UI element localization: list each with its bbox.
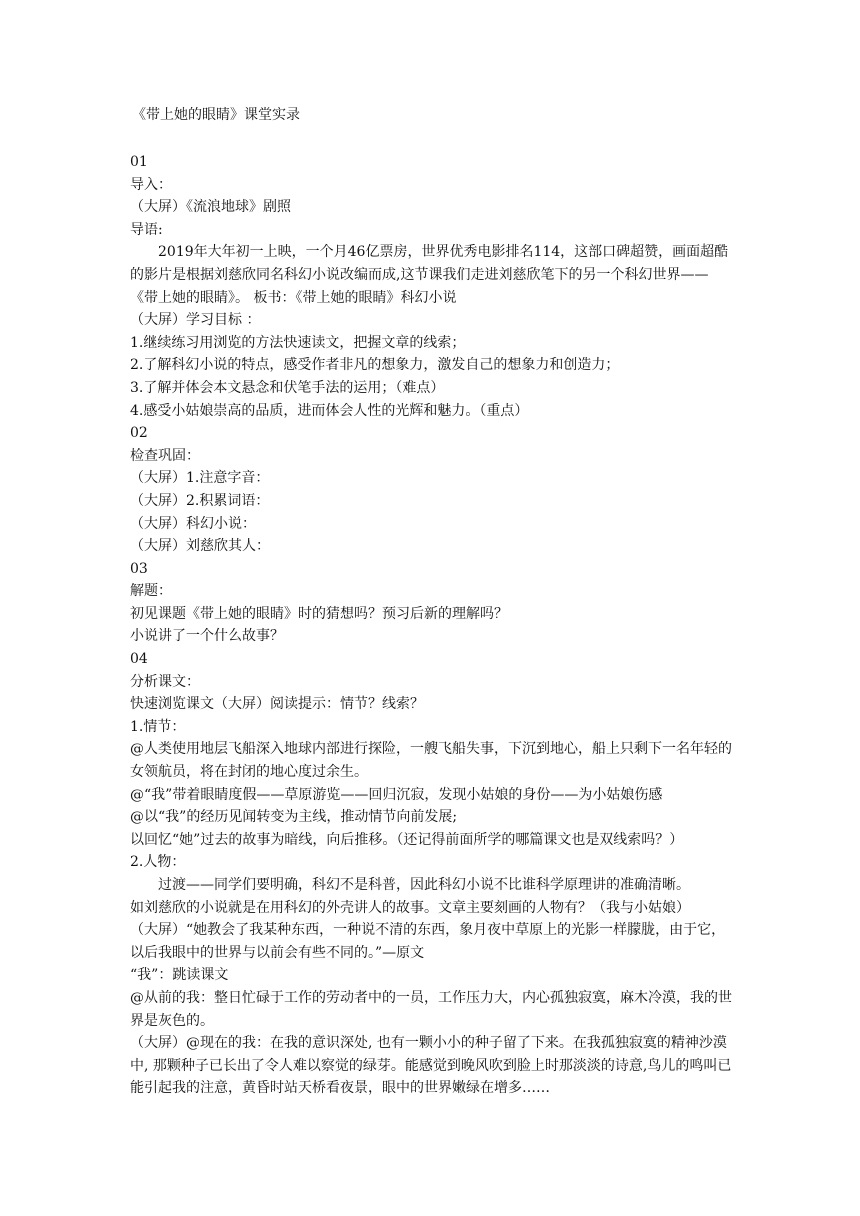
text-line: 导入： xyxy=(130,176,172,193)
text-line: 4.感受小姑娘崇高的品质，进而体会人性的光辉和魅力。（重点） xyxy=(130,402,529,419)
text-line: 1.继续练习用浏览的方法快速读文，把握文章的线索； xyxy=(130,334,466,351)
text-line: 01 xyxy=(130,154,148,170)
text-line: 快速浏览课文（大屏）阅读提示：情节？线索？ xyxy=(130,696,424,713)
text-line: （大屏）学习目标 ： xyxy=(130,312,261,329)
text-line: 04 xyxy=(130,651,148,668)
text-line: 3.了解并体会本文悬念和伏笔手法的运用；（难点） xyxy=(130,379,445,396)
text-line: 小说讲了一个什么故事？ xyxy=(130,628,284,645)
text-line: 03 xyxy=(130,560,148,577)
document-title: 《带上她的眼睛》课堂实录 xyxy=(132,107,300,123)
text-line: 1.情节： xyxy=(130,718,186,735)
text-line: 以回忆“她”过去的故事为暗线，向后推移。（还记得前面所学的哪篇课文也是双线索吗？） xyxy=(130,831,684,848)
text-line: （大屏）@现在的我：在我的意识深处, 也有一颗小小的种子留了下来。在我孤独寂寞的精神沙漠中, 那颗种子已长出了令人难以察觉的绿芽。能感觉到晚风吹到脸上时那淡淡的诗意,鸟儿的鸣叫已能引起我的注意，黄昏时站天桥看夜景，眼中的世界嫩绿在增多…… xyxy=(130,1035,732,1097)
text-line: （大屏）“她教会了我某种东西，一种说不清的东西，象月夜中草原上的光影一样朦胧，由于它，以后我眼中的世界与以前会有些不同的。”—原文 xyxy=(130,922,726,961)
text-line: （大屏）1.注意字音： xyxy=(130,470,270,487)
text-line: 初见课题《带上她的眼睛》时的猜想吗？预习后新的理解吗？ xyxy=(130,605,508,622)
text-line: （大屏）《流浪地球》剧照 xyxy=(130,199,291,216)
text-line: 2019年大年初一上映，一个月46亿票房，世界优秀电影排名114，这部口碑超赞，画面超酷的影片是根据刘慈欣同名科幻小说改编而成,这节课我们走进刘慈欣笔下的另一个科幻世界——《带上她的眼睛》。 板书：《带上她的眼睛》科幻小说 xyxy=(130,244,729,306)
text-line: @“我”带着眼睛度假——草原游览——回归沉寂，发现小姑娘的身份——为小姑娘伤感 xyxy=(130,786,663,803)
text-line: @从前的我：整日忙碌于工作的劳动者中的一员，工作压力大，内心孤独寂寞，麻木冷漠，我的世界是灰色的。 xyxy=(130,989,732,1029)
text-line: 分析课文： xyxy=(130,673,200,690)
text-line: （大屏）科幻小说： xyxy=(130,515,256,532)
text-line: 检查巩固： xyxy=(130,447,200,464)
text-line: @以“我”的经历见闻转变为主线，推动情节向前发展; xyxy=(130,809,458,826)
text-line: @人类使用地层飞船深入地球内部进行探险，一艘飞船失事，下沉到地心，船上只剩下一名年轻的女领航员，将在封闭的地心度过余生。 xyxy=(130,741,732,781)
document-body xyxy=(130,151,732,1100)
text-line: 2.了解科幻小说的特点，感受作者非凡的想象力，激发自己的想象力和创造力； xyxy=(130,357,620,374)
text-line: 如刘慈欣的小说就是在用科幻的外壳讲人的故事。文章主要刻画的人物有？（我与小姑娘） xyxy=(130,899,690,916)
text-line: 解题： xyxy=(130,583,172,600)
text-line: （大屏）2.积累词语： xyxy=(130,492,270,509)
text-line: “我”：跳读课文 xyxy=(130,967,229,984)
text-line: （大屏）刘慈欣其人： xyxy=(130,538,270,555)
text-line: 2.人物： xyxy=(130,854,186,871)
text-line: 02 xyxy=(130,425,148,442)
text-line: 过渡——同学们要明确，科幻不是科普，因此科幻小说不比谁科学原理讲的准确清晰。 xyxy=(158,877,690,893)
text-line: 导语: xyxy=(130,221,163,238)
